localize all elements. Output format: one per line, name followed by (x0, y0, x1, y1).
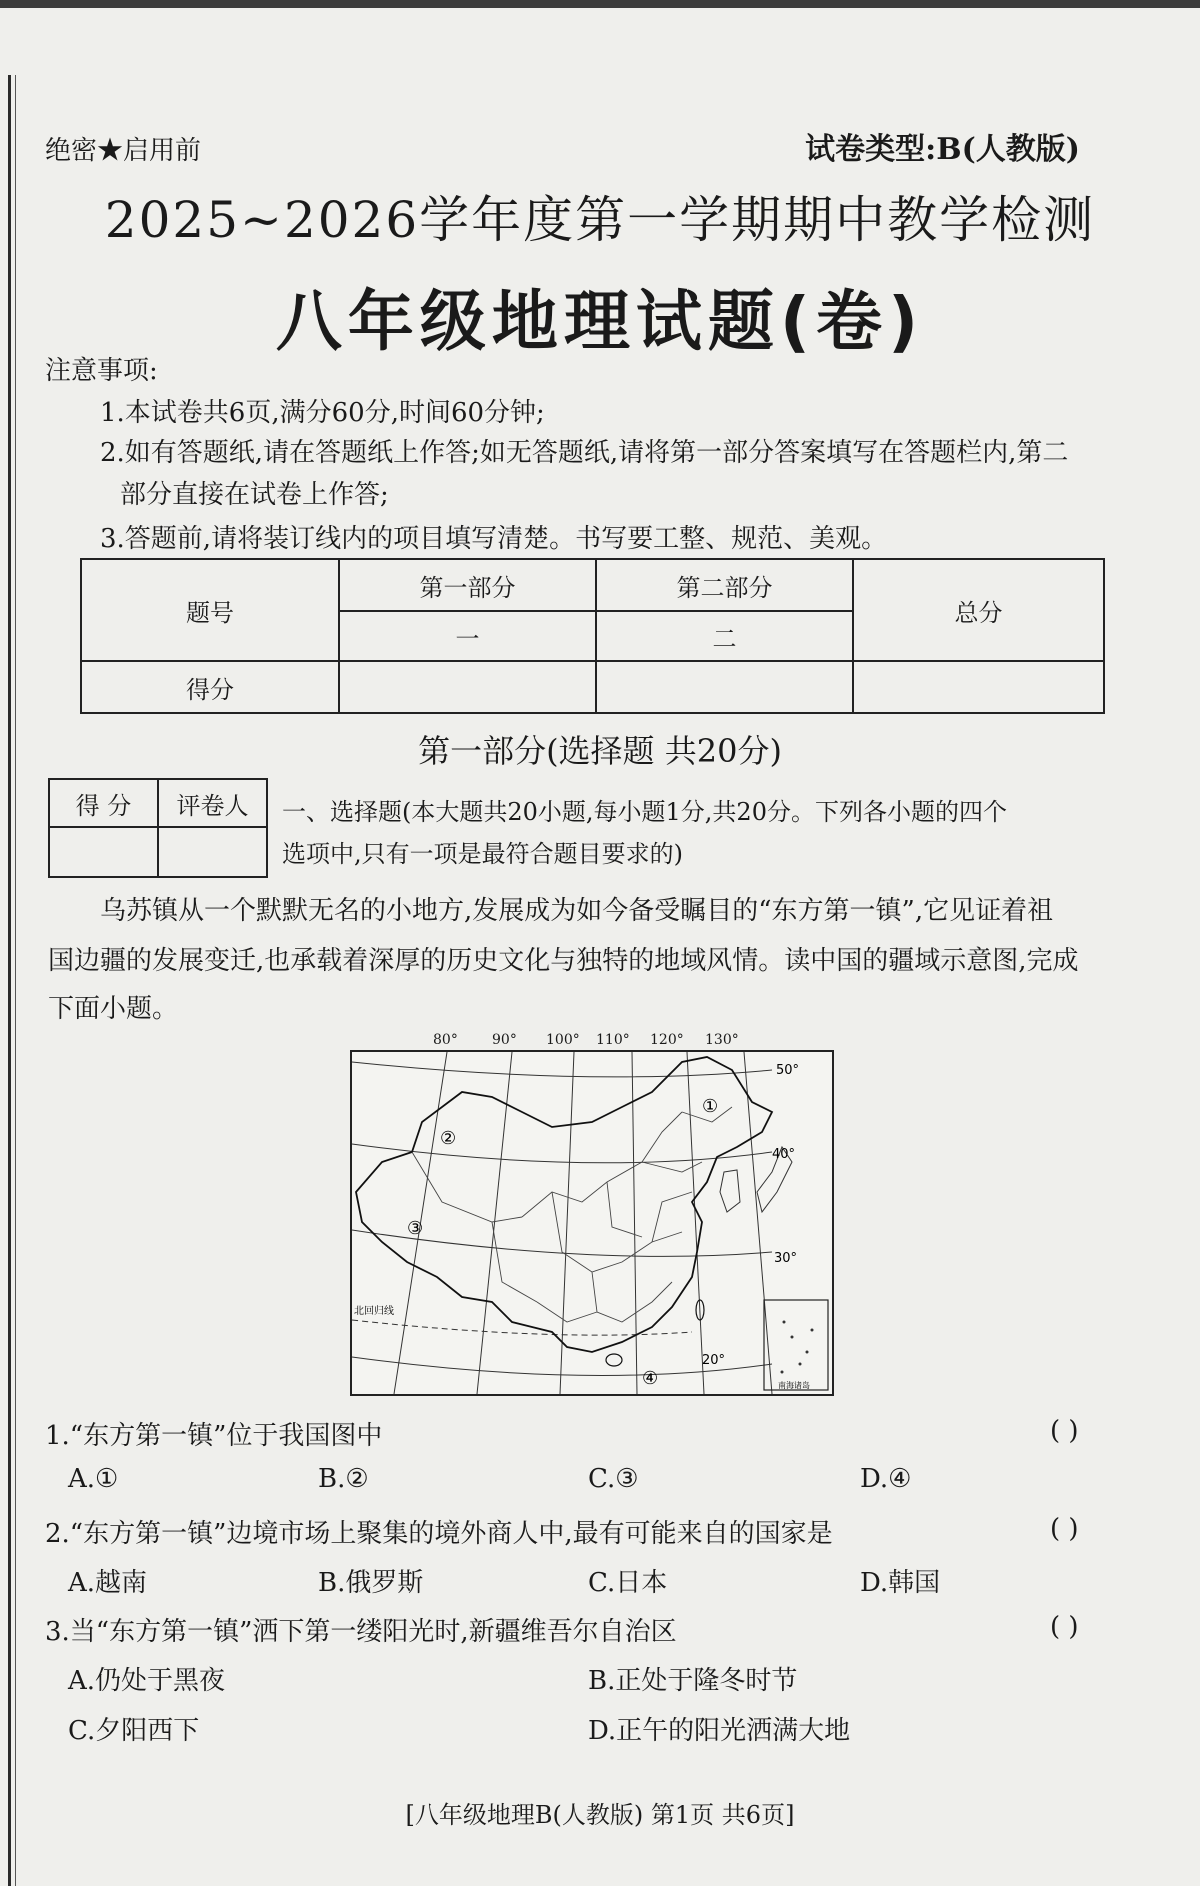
latitude-40-line (352, 1144, 772, 1163)
part2-header: 第二部分 (596, 559, 853, 611)
map-marker-4: ④ (642, 1368, 659, 1389)
grader-score-cell[interactable] (49, 827, 158, 877)
question-2-text: 2.“东方第一镇”边境市场上聚集的境外商人中,最有可能来自的国家是 (45, 1519, 833, 1549)
row-label-cell: 题号 (81, 559, 339, 661)
option-b[interactable]: B.② (318, 1464, 369, 1494)
grader-score-label: 得 分 (49, 779, 158, 827)
question-3-text: 3.当“东方第一镇”洒下第一缕阳光时,新疆维吾尔自治区 (45, 1617, 677, 1647)
section-heading: 一、选择题(本大题共20小题,每小题1分,共20分。下列各小题的四个 (282, 798, 1007, 826)
grader-reviewer-label: 评卷人 (158, 779, 267, 827)
longitude-label: 90° (492, 1032, 517, 1048)
map-marker-1: ① (702, 1096, 719, 1117)
answer-paren[interactable]: ( ) (1050, 1612, 1079, 1642)
province-line (522, 1112, 682, 1217)
intro-paragraph: 国边疆的发展变迁,也承载着深厚的历史文化与独特的地域风情。读中国的疆域示意图,完成 (48, 946, 1079, 976)
grader-box (48, 778, 268, 878)
exam-title: 2025~2026学年度第一学期期中教学检测 (104, 191, 1096, 249)
answer-paren[interactable]: ( ) (1050, 1416, 1079, 1446)
intro-paragraph: 乌苏镇从一个默默无名的小地方,发展成为如今备受瞩目的“东方第一镇”,它见证着祖 (100, 896, 1054, 926)
latitude-label: 40° (772, 1147, 796, 1162)
longitude-110-line (632, 1052, 637, 1394)
note-item: 1.本试卷共6页,满分60分,时间60分钟; (100, 398, 545, 428)
confidential-mark: 绝密★启用前 (45, 136, 202, 166)
tropic-label: 北回归线 (354, 1306, 394, 1317)
page-footer: [八年级地理B(人教版) 第1页 共6页] (405, 1801, 795, 1829)
option-c[interactable]: C.③ (588, 1464, 639, 1494)
question-1-text: 1.“东方第一镇”位于我国图中 (45, 1421, 383, 1451)
longitude-label: 110° (596, 1032, 630, 1048)
longitude-130-line (744, 1052, 772, 1394)
latitude-label: 20° (702, 1353, 726, 1368)
part1-header: 第一部分 (339, 559, 596, 611)
paper-type: 试卷类型:B(人教版) (805, 132, 1080, 167)
longitude-label: 130° (705, 1032, 739, 1048)
latitude-label: 30° (774, 1251, 798, 1266)
option-d[interactable]: D.④ (860, 1464, 912, 1494)
note-item: 2.如有答题纸,请在答题纸上作答;如无答题纸,请将第一部分答案填写在答题栏内,第二 (100, 438, 1069, 468)
longitude-label: 80° (433, 1032, 458, 1048)
province-line (552, 1192, 682, 1272)
province-line (607, 1182, 642, 1237)
score-table (80, 558, 1105, 714)
province-line (592, 1272, 672, 1322)
option-b[interactable]: B.俄罗斯 (318, 1568, 424, 1598)
korea-outline (720, 1170, 740, 1212)
section-heading-cont: 选项中,只有一项是最符合题目要求的) (282, 840, 683, 868)
option-d[interactable]: D.正午的阳光洒满大地 (588, 1716, 851, 1746)
subject-title: 八年级地理试题(卷) (275, 283, 925, 360)
latitude-50-line (352, 1062, 772, 1077)
option-a[interactable]: A.仍处于黑夜 (68, 1666, 226, 1696)
province-line (492, 1222, 537, 1302)
score-cell-part1[interactable] (339, 661, 596, 713)
option-a[interactable]: A.① (68, 1464, 119, 1494)
option-d[interactable]: D.韩国 (860, 1568, 941, 1598)
intro-paragraph: 下面小题。 (48, 994, 179, 1024)
province-line (412, 1152, 522, 1222)
map-drawing (352, 1052, 832, 1394)
part1-number: 一 (339, 611, 596, 661)
answer-paren[interactable]: ( ) (1050, 1514, 1079, 1544)
option-c[interactable]: C.夕阳西下 (68, 1716, 200, 1746)
inset-label: 南海诸岛 (778, 1381, 810, 1390)
latitude-label: 50° (776, 1063, 800, 1078)
longitude-label: 120° (650, 1032, 684, 1048)
part-one-title: 第一部分(选择题 共20分) (418, 732, 782, 770)
longitude-90-line (477, 1052, 512, 1394)
note-item: 部分直接在试卷上作答; (120, 480, 389, 510)
option-b[interactable]: B.正处于隆冬时节 (588, 1666, 798, 1696)
total-header: 总分 (853, 559, 1104, 661)
option-c[interactable]: C.日本 (588, 1568, 668, 1598)
china-territory-map (350, 1050, 834, 1396)
score-label: 得分 (81, 661, 339, 713)
map-marker-3: ③ (407, 1218, 424, 1239)
notes-heading: 注意事项: (45, 356, 158, 386)
map-marker-2: ② (440, 1128, 457, 1149)
score-cell-total[interactable] (853, 661, 1104, 713)
grader-reviewer-cell[interactable] (158, 827, 267, 877)
province-line (537, 1302, 597, 1322)
scan-top-edge (0, 0, 1200, 8)
province-line (652, 1192, 692, 1242)
longitude-label: 100° (546, 1032, 580, 1048)
option-a[interactable]: A.越南 (68, 1568, 148, 1598)
part2-number: 二 (596, 611, 853, 661)
hainan-island (606, 1354, 622, 1366)
score-cell-part2[interactable] (596, 661, 853, 713)
note-item: 3.答题前,请将装订线内的项目填写清楚。书写要工整、规范、美观。 (100, 524, 888, 554)
south-sea-inset (764, 1300, 828, 1390)
